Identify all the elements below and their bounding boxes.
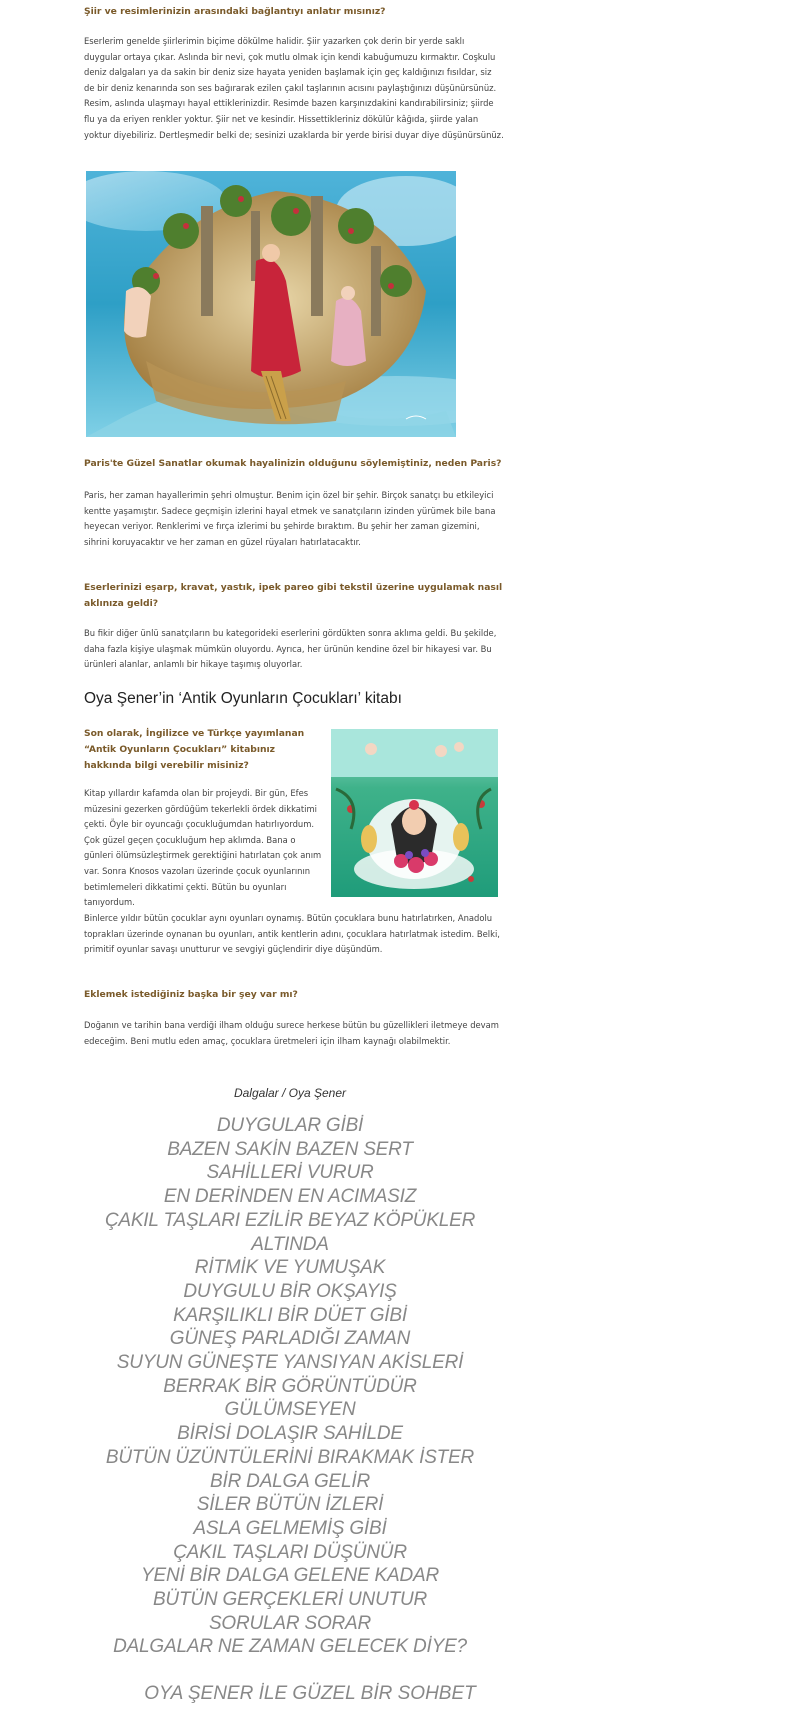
- poem-line: GÜNEŞ PARLADIĞI ZAMAN: [169, 1328, 411, 1350]
- poem-line: BAZEN SAKİN BAZEN SERT: [167, 1138, 413, 1160]
- poem-line: SORULAR SORAR: [208, 1612, 372, 1634]
- poem-line: BÜTÜN GERÇEKLERİ UNUTUR: [152, 1589, 428, 1611]
- poem-line: GÜLÜMSEYEN: [224, 1399, 356, 1421]
- answer-poetry-painting: Eserlerim genelde şiirlerimin biçime dökülme halidir. Şiir yazarken çok derin bir yerde saklı duygular ortaya çıkar. Aslında bir nevi, çok mutlu olmak için kendi kabuğumuzu kırmaktır. Coşkulu deniz dalgaları ya da sakin bir deniz size hayata yeniden başlamak için geç kaldığınızı fısıldar, siz de bir deniz kenarında son ses bağırarak ezilen çakıl taşlarının acısını paylaştığınızı düşünürsünüz. Resim, aslında ulaşmayı hayal ettiklerinizdir. Resimde bazen karşınızdakini kandırabilirsiniz; şiirde flu ya da eriyen renkler yoktur. Şiir net ve kesindir. Hissettikleriniz dökülür kâğıda, şiirde yalan yoktur diyebiliriz. Dertleşmedir belki de; sesinizi uzaklarda bir yerde birisi duyar diye düşünürsünüz.: [84, 36, 504, 140]
- poem-line: YENİ BİR DALGA GELENE KADAR: [141, 1565, 439, 1587]
- poem-line: SAHİLLERİ VURUR: [206, 1162, 374, 1184]
- answer-book-wrapped: Kitap yıllardır kafamda olan bir projeydi. Bir gün, Efes müzesini gezerken gördüğüm tekerlekli ördek dikkatimi çekti. Öyle bir oyuncağı çocukluğumdan hatırlıyordum. Çok güzel geçen çocukluğum hep aklımda. Bana o günleri ölümsüzleştirmek gerektiğini hatırlatan çok anım var. Sonra Knosos vazoları üzerinde çocuk oyunlarının betimlemeleri dikkatimi çekti. Bütün bu oyunları tanıyordum.: [84, 788, 322, 908]
- question-paris: Paris'te Güzel Sanatlar okumak hayalinizin olduğunu söylemiştiniz, neden Paris?: [84, 458, 502, 469]
- answer-book-continued: Binlerce yıldır bütün çocuklar aynı oyunları oynamış. Bütün çocuklara bunu hatırlatırken, Anadolu toprakları üzerinde oynanan bu oyunları, antik kentlerin adını, çocuklara hatırlatmak istedim. Belki, primitif oyunlar savaşı unutturur ve sevgiyi güçlendirir diye düşündüm.: [84, 913, 500, 955]
- poem-line: BÜTÜN ÜZÜNTÜLERİNİ BIRAKMAK İSTER: [105, 1446, 475, 1468]
- poem-line: EN DERİNDEN EN ACIMASIZ: [163, 1186, 417, 1208]
- poem-line: SUYUN GÜNEŞTE YANSIYAN AKİSLERİ: [116, 1352, 464, 1374]
- poem-line: DALGALAR NE ZAMAN GELECEK DİYE?: [113, 1636, 467, 1658]
- poem-line: DUYGULU BİR OKŞAYIŞ: [183, 1280, 397, 1302]
- book-cover-art: [331, 729, 498, 897]
- poem-line: RİTMİK VE YUMUŞAK: [194, 1257, 386, 1279]
- question-poetry-painting: Şiir ve resimlerinizin arasındaki bağlantıyı anlatır mısınız?: [84, 6, 386, 17]
- answer-paris: Paris, her zaman hayallerimin şehri olmuştur. Benim için özel bir şehir. Birçok sanatçı bu etkileyici kentte yaşamıştır. Sadece geçmişin izlerini hayal etmek ve sanatçıların izinden yürümek bile bana heyecan veriyor. Renklerimi ve fırça izlerimi bu şehirde bıraktım. Bu şehir her zaman gizemini, sihrini koruyacaktır ve her zaman en güzel rüyaları hatırlatacaktır.: [84, 490, 496, 547]
- poem-caption: Dalgalar / Oya Şener: [233, 1086, 347, 1100]
- poem-line: BİR DALGA GELİR: [210, 1470, 370, 1492]
- answer-anything-else: Doğanın ve tarihin bana verdiği ilham olduğu surece herkese bütün bu güzellikleri iletmeye devam edeceğim. Beni mutlu eden amaç, çocuklara üretmeleri için ilham kaynağı olabilmektir.: [84, 1020, 499, 1046]
- painting-island-art: [86, 171, 456, 437]
- poem-line: SİLER BÜTÜN İZLERİ: [196, 1494, 384, 1516]
- question-anything-else: Eklemek istediğiniz başka bir şey var mı?: [84, 989, 298, 1000]
- poem-line: BERRAK BİR GÖRÜNTÜDÜR: [163, 1375, 417, 1397]
- poem-line: DUYGULAR GİBİ: [216, 1115, 364, 1136]
- poem-line: ÇAKIL TAŞLARI EZİLİR BEYAZ KÖPÜKLER: [104, 1209, 476, 1231]
- poem-lines: [0, 1114, 580, 1659]
- painting-island-image: [86, 171, 456, 437]
- poem-line: ASLA GELMEMİŞ GİBİ: [193, 1517, 387, 1539]
- poem-line: ÇAKIL TAŞLARI DÜŞÜNÜR: [173, 1541, 407, 1563]
- poem-footer-title: OYA ŞENER İLE GÜZEL BİR SOHBET: [144, 1683, 476, 1704]
- poem-line: ALTINDA: [251, 1233, 329, 1255]
- book-section-heading: Oya Şener’in ‘Antik Oyunların Çocukları’ kitabı: [84, 690, 402, 707]
- poem-line: KARŞILIKLI BİR DÜET GİBİ: [173, 1304, 407, 1326]
- answer-textile: Bu fikir diğer ünlü sanatçıların bu kategorideki eserlerini gördükten sonra aklıma geldi. Bu şekilde, daha fazla kişiye ulaşmak mümkün oluyordu. Ayrıca, her ürünün kendine özel bir hikayesi var. Bu ürünleri alanlar, anlamlı bir hikaye taşımış oluyorlar.: [84, 628, 497, 670]
- poem-line: BİRİSİ DOLAŞIR SAHİLDE: [177, 1423, 403, 1445]
- question-textile: Eserlerinizi eşarp, kravat, yastık, ipek pareo gibi tekstil üzerine uygulamak nasıl aklınıza geldi?: [84, 582, 503, 609]
- book-cover-image: [331, 729, 498, 897]
- question-book: Son olarak, İngilizce ve Türkçe yayımlanan “Antik Oyunların Çocukları” kitabınız hakkında bilgi verebilir misiniz?: [84, 728, 305, 771]
